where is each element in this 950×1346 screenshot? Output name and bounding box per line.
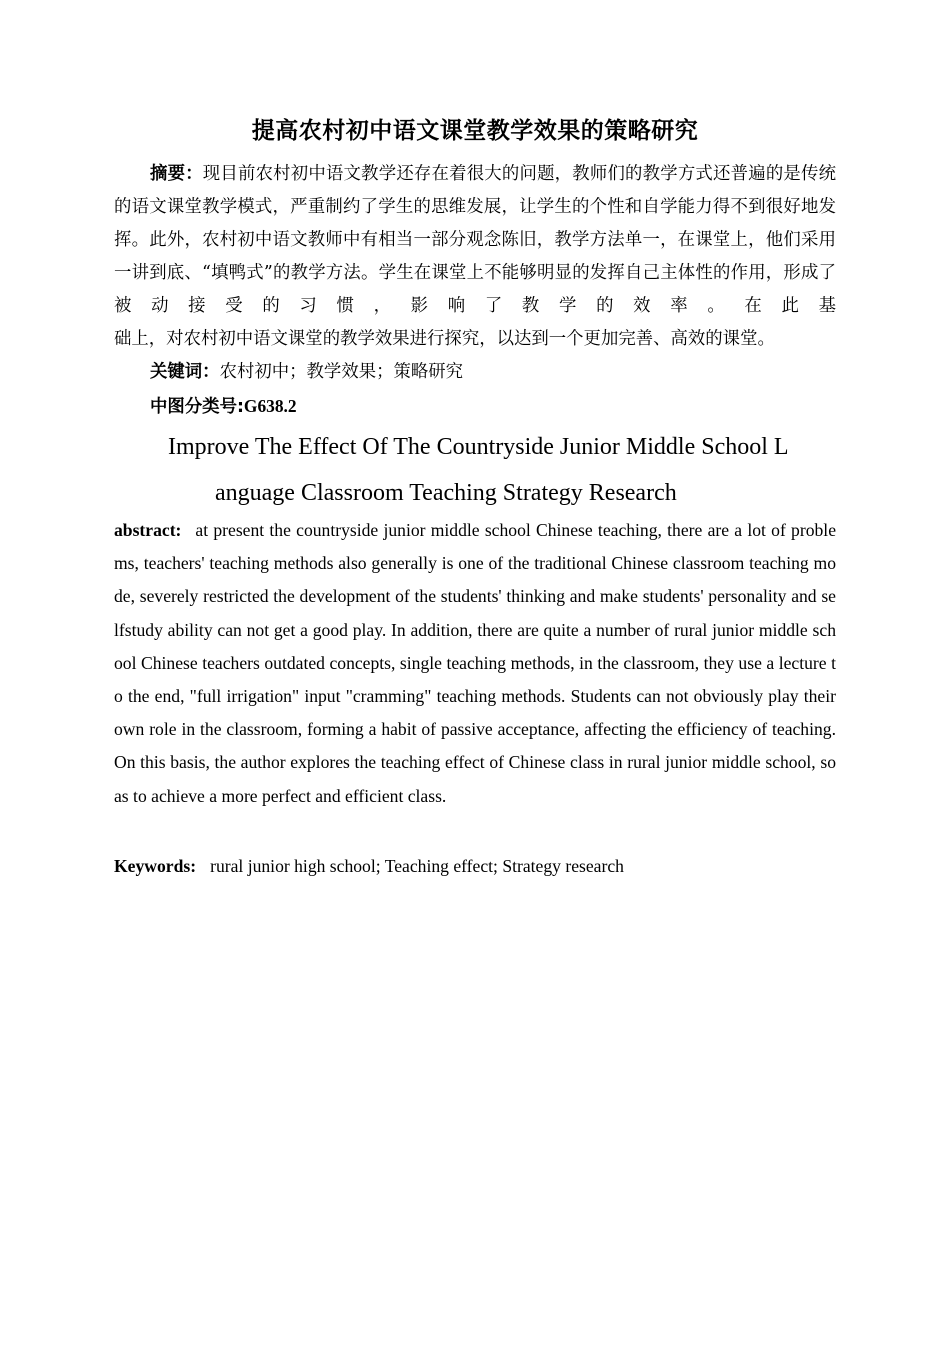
english-keywords: [114, 850, 836, 883]
english-abstract-text: at present the countryside junior middle school Chinese teaching, there are a lot of problems, teachers' teaching methods also generally is one of the traditional Chinese classroom teaching mode, severely restricted the development of the students' thinking and make students' personality and selfstudy ability can not get a good play. In addition, there are quite a number of rural junior middle school Chinese teachers outdated concepts, single teaching methods, in the classroom, they use a lecture to the end, "full irrigation" input "cramming" teaching methods. Students can not obviously play their own role in the classroom, forming a habit of passive acceptance, affecting the efficiency of teaching. On this basis, the author explores the teaching effect of Chinese class in rural junior middle school, so as to achieve a more perfect and efficient class.: [114, 520, 836, 806]
chinese-keywords-text: 农村初中；教学效果；策略研究: [219, 362, 464, 382]
chinese-title: 提高农村初中语文课堂教学效果的策略研究: [251, 118, 699, 144]
classification-number: [150, 390, 836, 424]
english-title-line-2: anguage Classroom Teaching Strategy Research: [215, 480, 677, 506]
chinese-keywords-label: 关键词：: [150, 362, 220, 382]
english-title-line-1: Improve The Effect Of The Countryside Junior Middle School L: [168, 434, 789, 460]
chinese-abstract-last-line: 础上，对农村初中语文课堂的教学效果进行探究，以达到一个更加完善、高效的课堂。: [114, 329, 775, 349]
english-keywords-text: rural junior high school; Teaching effect; Strategy research: [210, 856, 624, 876]
english-title: [168, 424, 836, 516]
chinese-abstract-text: 现目前农村初中语文教学还存在着很大的问题，教师们的教学方式还普遍的是传统的语文课堂教学模式，严重制约了学生的思维发展，让学生的个性和自学能力得不到很好地发挥。此外，农村初中语文教师中有相当一部分观念陈旧，教学方法单一，在课堂上，他们采用一讲到底、“填鸭式”的教学方法。学生在课堂上不能够明显的发挥自己主体性的作用，形成了被动接受的习惯，影响了教学的效率。在此基: [114, 164, 836, 316]
classification-label: 中图分类号:: [150, 397, 244, 417]
english-abstract: [114, 514, 836, 813]
english-abstract-label: abstract:: [114, 520, 182, 540]
chinese-abstract: [114, 158, 836, 356]
chinese-keywords: [150, 356, 836, 389]
classification-code: G638.2: [243, 396, 297, 416]
english-keywords-label: Keywords:: [114, 856, 197, 876]
chinese-abstract-label: 摘要：: [150, 164, 203, 184]
